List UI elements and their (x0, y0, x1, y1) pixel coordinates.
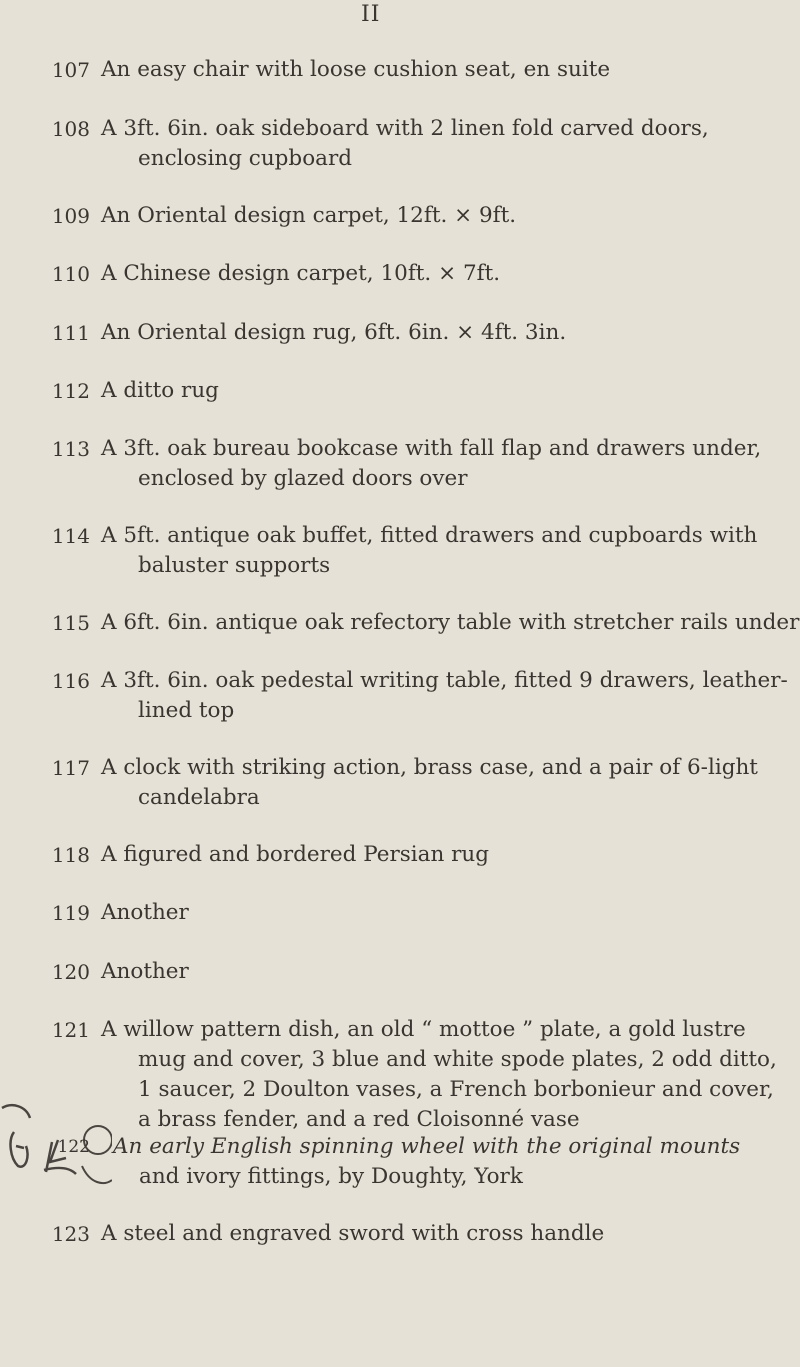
page-number: II (361, 2, 381, 27)
description-line: An easy chair with loose cushion seat, en suite (101, 57, 611, 82)
description-line: lined top (138, 698, 235, 723)
description-line: 1 saucer, 2 Doulton vases, a French borbonieur and cover, (138, 1077, 774, 1102)
lot-description (101, 318, 796, 348)
lot-number: 123 (51, 1222, 90, 1246)
lot-number: 118 (51, 843, 90, 867)
lot-description (101, 753, 796, 813)
description-line: A clock with striking action, brass case, and a pair of 6-light (101, 755, 758, 780)
lot-number: 119 (51, 901, 90, 925)
description-line: A figured and bordered Persian rug (101, 842, 490, 867)
description-line: and ivory fittings, by Doughty, York (139, 1164, 523, 1189)
description-line: candelabra (138, 785, 260, 810)
description-line: enclosed by glazed doors over (138, 466, 468, 491)
lot-description (101, 840, 796, 870)
lot-number: 120 (51, 960, 90, 984)
description-line: A steel and engraved sword with cross handle (101, 1221, 605, 1246)
description-line: A 3ft. 6in. oak sideboard with 2 linen fold carved doors, (101, 116, 709, 141)
description-line: A 3ft. 6in. oak pedestal writing table, fitted 9 drawers, leather- (101, 668, 788, 693)
lot-description (101, 259, 796, 289)
description-line: A 5ft. antique oak buffet, fitted drawers and cupboards with (101, 523, 758, 548)
lot-number: 114 (51, 524, 90, 548)
lot-number: 110 (51, 262, 90, 286)
lot-number: 107 (51, 58, 90, 82)
lot-description (101, 114, 796, 174)
description-line: A 3ft. oak bureau bookcase with fall flap and drawers under, (101, 436, 762, 461)
lot-description (101, 608, 800, 638)
description-line: baluster supports (138, 553, 331, 578)
lot-number: 115 (51, 611, 90, 635)
lot-description (101, 957, 796, 987)
lot-number: 116 (51, 669, 90, 693)
lot-description (113, 1132, 796, 1192)
lot-number: 108 (51, 117, 90, 141)
lot-description (101, 376, 796, 406)
lot-number: 109 (51, 204, 90, 228)
description-line: Another (101, 959, 189, 984)
lot-number: 111 (51, 321, 90, 345)
lot-description (101, 1219, 796, 1249)
description-line: A ditto rug (101, 378, 219, 403)
lot-description (101, 434, 796, 494)
description-line: mug and cover, 3 blue and white spode plates, 2 odd ditto, (138, 1047, 777, 1072)
description-line: Another (101, 900, 189, 925)
lot-description (101, 521, 796, 581)
description-line: a brass fender, and a red Cloisonné vase (138, 1107, 580, 1132)
lot-number: 113 (51, 437, 90, 461)
description-line: enclosing cupboard (138, 146, 353, 171)
lot-description (101, 55, 796, 85)
description-line: A 6ft. 6in. antique oak refectory table with stretcher rails under (101, 610, 800, 635)
description-line: An early English spinning wheel with the original mounts (113, 1134, 741, 1159)
lot-number: 112 (51, 379, 90, 403)
lot-description (101, 1015, 796, 1135)
lot-description (101, 898, 796, 928)
description-line: An Oriental design rug, 6ft. 6in. × 4ft. 3in. (101, 320, 567, 345)
lot-number: 117 (51, 756, 90, 780)
lot-number: 122 (57, 1137, 90, 1157)
lot-description (101, 201, 796, 231)
description-line: A Chinese design carpet, 10ft. × 7ft. (101, 261, 501, 286)
lot-description (101, 666, 796, 726)
description-line: An Oriental design carpet, 12ft. × 9ft. (101, 203, 517, 228)
lot-number: 121 (51, 1018, 90, 1042)
description-line: A willow pattern dish, an old “ mottoe ” plate, a gold lustre (101, 1017, 746, 1042)
